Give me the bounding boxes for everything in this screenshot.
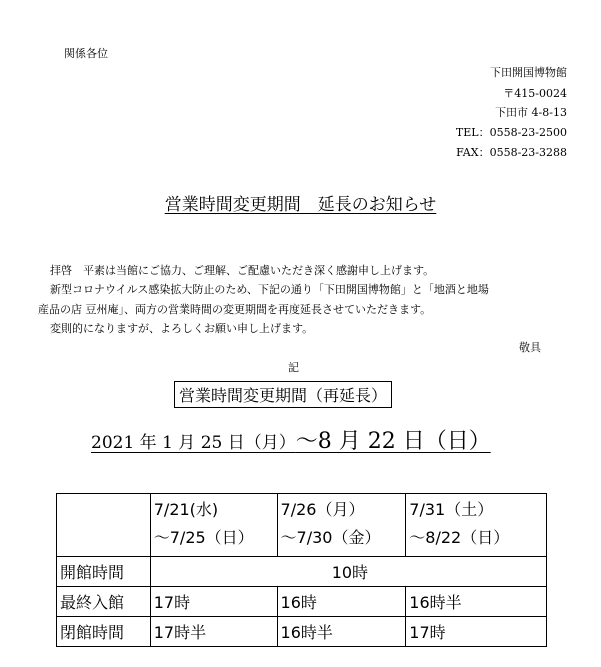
- close-time-cell: 17時半: [150, 617, 277, 647]
- column-header-start: 7/26（月）: [280, 500, 365, 519]
- column-header-end: ～8/22（日）: [409, 528, 510, 547]
- recipient: 関係各位: [64, 47, 108, 60]
- column-header: [150, 494, 277, 557]
- table-row: [57, 587, 547, 617]
- date-range-start: 2021 年 1 月 25 日（月）: [91, 433, 296, 453]
- hours-table: [56, 493, 547, 647]
- fax: FAX：0558-23-3288: [456, 146, 567, 159]
- title-text: 営業時間変更期間 延長のお知らせ: [164, 195, 437, 215]
- closing: 敬具: [519, 341, 541, 354]
- body-line-1: 拝啓 平素は当館にご協力、ご理解、ご配慮いただき深く感謝申し上げます。: [50, 264, 435, 277]
- table-row: [57, 557, 547, 587]
- ki-mark: 記: [288, 361, 299, 374]
- organization-name: 下田開国博物館: [490, 66, 567, 79]
- row-label-open: 開館時間: [57, 557, 151, 587]
- document-title: [0, 190, 601, 215]
- period-label-box: 営業時間変更期間（再延長）: [174, 381, 392, 408]
- table-row: [57, 617, 547, 647]
- open-time: 10時: [150, 557, 546, 587]
- column-header-start: 7/31（土）: [409, 500, 494, 519]
- last-entry-cell: 17時: [150, 587, 277, 617]
- body-line-4: 変則的になりますが、よろしくお願い申し上げます。: [50, 322, 314, 335]
- row-label-close: 閉館時間: [57, 617, 151, 647]
- last-entry-cell: 16時半: [406, 587, 547, 617]
- body-line-3: 産品の店 豆州庵」、両方の営業時間の変更期間を再度延長させていただきます。: [38, 303, 432, 316]
- address: 下田市 4-8-13: [495, 106, 567, 119]
- date-range-end: ～8 月 22 日（日）: [295, 429, 491, 454]
- close-time-cell: 17時: [406, 617, 547, 647]
- column-header-end: ～7/25（日）: [153, 528, 254, 547]
- close-time-cell: 16時半: [277, 617, 406, 647]
- column-header: [406, 494, 547, 557]
- column-header-end: ～7/30（金）: [280, 528, 381, 547]
- table-corner-cell: [57, 494, 151, 557]
- column-header-start: 7/21(水): [153, 500, 219, 519]
- body-line-2: 新型コロナウイルス感染拡大防止のため、下記の通り「下田開国博物館」と「地酒と地場: [50, 283, 489, 296]
- row-label-last-entry: 最終入館: [57, 587, 151, 617]
- table-header-row: [57, 494, 547, 557]
- date-range: [91, 424, 491, 455]
- last-entry-cell: 16時: [277, 587, 406, 617]
- telephone: TEL：0558-23-2500: [455, 126, 567, 139]
- postal-code: 〒415-0024: [503, 87, 567, 100]
- column-header: [277, 494, 406, 557]
